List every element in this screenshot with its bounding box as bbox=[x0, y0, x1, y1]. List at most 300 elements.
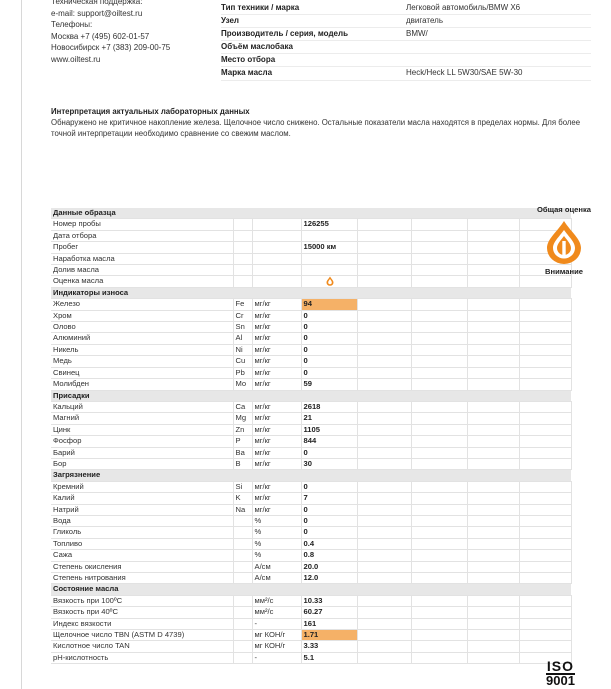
history-cell bbox=[467, 299, 519, 310]
param-value: 59 bbox=[301, 379, 357, 390]
history-cell bbox=[357, 379, 411, 390]
param-symbol bbox=[233, 265, 252, 276]
table-row bbox=[51, 310, 571, 321]
param-name: Цинк bbox=[51, 424, 233, 435]
contact-block bbox=[51, 0, 170, 66]
param-name: Железо bbox=[51, 299, 233, 310]
history-cell bbox=[357, 641, 411, 652]
param-unit: мг КОН/г bbox=[252, 641, 301, 652]
section-header-row bbox=[51, 390, 571, 401]
param-symbol: Zn bbox=[233, 424, 252, 435]
history-cell bbox=[519, 436, 571, 447]
param-value: 0 bbox=[301, 333, 357, 344]
history-cell bbox=[411, 607, 467, 618]
history-cell bbox=[519, 356, 571, 367]
history-cell bbox=[519, 310, 571, 321]
history-cell bbox=[357, 447, 411, 458]
history-cell bbox=[411, 413, 467, 424]
history-cell bbox=[357, 230, 411, 241]
param-name: Свинец bbox=[51, 367, 233, 378]
history-cell bbox=[467, 436, 519, 447]
param-value: 126255 bbox=[301, 219, 357, 230]
table-row bbox=[51, 607, 571, 618]
param-name: Вода bbox=[51, 515, 233, 526]
interpretation-block bbox=[51, 106, 596, 139]
info-value: двигатель bbox=[406, 16, 443, 26]
param-unit: % bbox=[252, 515, 301, 526]
param-symbol: Mo bbox=[233, 379, 252, 390]
param-name: Гликоль bbox=[51, 527, 233, 538]
history-cell bbox=[519, 344, 571, 355]
phones-label: Телефоны: bbox=[51, 20, 93, 30]
history-cell bbox=[467, 561, 519, 572]
section-title: Данные образца bbox=[51, 208, 571, 219]
history-cell bbox=[411, 447, 467, 458]
info-label: Марка масла bbox=[221, 68, 273, 78]
param-unit: А/см bbox=[252, 573, 301, 584]
history-cell bbox=[357, 356, 411, 367]
history-cell bbox=[411, 527, 467, 538]
phone-moscow: Москва +7 (495) 602-01-57 bbox=[51, 31, 150, 41]
param-name: Калий bbox=[51, 493, 233, 504]
param-unit: мг КОН/г bbox=[252, 630, 301, 641]
param-name: Хром bbox=[51, 310, 233, 321]
param-name: Барий bbox=[51, 447, 233, 458]
param-unit bbox=[252, 230, 301, 241]
history-cell bbox=[357, 481, 411, 492]
param-symbol bbox=[233, 230, 252, 241]
param-symbol bbox=[233, 641, 252, 652]
info-value bbox=[406, 41, 591, 53]
param-symbol: Cu bbox=[233, 356, 252, 367]
history-cell bbox=[357, 515, 411, 526]
param-symbol bbox=[233, 561, 252, 572]
history-cell bbox=[357, 265, 411, 276]
table-row bbox=[51, 276, 571, 287]
table-row bbox=[51, 356, 571, 367]
table-row bbox=[51, 401, 571, 412]
history-cell bbox=[519, 607, 571, 618]
history-cell bbox=[411, 344, 467, 355]
param-name: Магний bbox=[51, 413, 233, 424]
param-symbol: Ni bbox=[233, 344, 252, 355]
history-cell bbox=[519, 299, 571, 310]
website-link[interactable]: www.oiltest.ru bbox=[51, 54, 101, 64]
history-cell bbox=[411, 265, 467, 276]
param-value: 20.0 bbox=[301, 561, 357, 572]
history-cell bbox=[357, 219, 411, 230]
param-name: Степень окисления bbox=[51, 561, 233, 572]
info-label: Производитель / серия, модель bbox=[221, 29, 348, 39]
param-symbol: Si bbox=[233, 481, 252, 492]
info-row bbox=[221, 41, 591, 54]
history-cell bbox=[357, 299, 411, 310]
table-row bbox=[51, 344, 571, 355]
history-cell bbox=[411, 276, 467, 287]
param-symbol: Al bbox=[233, 333, 252, 344]
history-cell bbox=[357, 550, 411, 561]
history-cell bbox=[411, 493, 467, 504]
overall-assessment bbox=[530, 205, 598, 276]
history-cell bbox=[411, 424, 467, 435]
param-symbol: Na bbox=[233, 504, 252, 515]
iso-9001-logo bbox=[546, 660, 575, 687]
param-value: 0 bbox=[301, 356, 357, 367]
history-cell bbox=[411, 458, 467, 469]
table-row bbox=[51, 652, 571, 663]
support-email[interactable]: e-mail: support@oiltest.ru bbox=[51, 8, 143, 18]
section-title: Состояние масла bbox=[51, 584, 571, 595]
history-cell bbox=[467, 356, 519, 367]
param-symbol bbox=[233, 219, 252, 230]
param-value: 0 bbox=[301, 527, 357, 538]
info-label: Узел bbox=[221, 16, 239, 26]
param-value: 30 bbox=[301, 458, 357, 469]
param-name: Номер пробы bbox=[51, 219, 233, 230]
param-name: Бор bbox=[51, 458, 233, 469]
history-cell bbox=[357, 322, 411, 333]
param-symbol bbox=[233, 276, 252, 287]
table-row bbox=[51, 447, 571, 458]
history-cell bbox=[519, 561, 571, 572]
phone-novosibirsk: Новосибирск +7 (383) 209-00-75 bbox=[51, 43, 171, 53]
info-label: Тип техники / марка bbox=[221, 3, 300, 12]
history-cell bbox=[467, 310, 519, 321]
table-row bbox=[51, 630, 571, 641]
history-cell bbox=[411, 573, 467, 584]
history-cell bbox=[357, 561, 411, 572]
param-unit: мг/кг bbox=[252, 322, 301, 333]
history-cell bbox=[467, 230, 519, 241]
param-value: 94 bbox=[301, 299, 357, 310]
history-cell bbox=[467, 550, 519, 561]
history-cell bbox=[357, 367, 411, 378]
param-symbol bbox=[233, 253, 252, 264]
param-unit: мг/кг bbox=[252, 481, 301, 492]
param-value: 0 bbox=[301, 447, 357, 458]
history-cell bbox=[411, 299, 467, 310]
history-cell bbox=[357, 424, 411, 435]
param-name: Алюминий bbox=[51, 333, 233, 344]
table-row bbox=[51, 595, 571, 606]
history-cell bbox=[357, 458, 411, 469]
table-row bbox=[51, 515, 571, 526]
history-cell bbox=[411, 630, 467, 641]
param-symbol bbox=[233, 573, 252, 584]
history-cell bbox=[467, 641, 519, 652]
history-cell bbox=[411, 504, 467, 515]
history-cell bbox=[357, 652, 411, 663]
history-cell bbox=[357, 310, 411, 321]
param-name: Молибден bbox=[51, 379, 233, 390]
history-cell bbox=[357, 333, 411, 344]
history-cell bbox=[411, 515, 467, 526]
table-row bbox=[51, 641, 571, 652]
history-cell bbox=[411, 618, 467, 629]
history-cell bbox=[467, 242, 519, 253]
table-row bbox=[51, 481, 571, 492]
history-cell bbox=[467, 630, 519, 641]
history-cell bbox=[357, 401, 411, 412]
param-unit: А/см bbox=[252, 561, 301, 572]
history-cell bbox=[411, 436, 467, 447]
history-cell bbox=[411, 230, 467, 241]
param-value: 60.27 bbox=[301, 607, 357, 618]
info-value: Heck/Heck LL 5W30/SAE 5W-30 bbox=[406, 68, 523, 78]
param-symbol: Ca bbox=[233, 401, 252, 412]
param-name: Пробег bbox=[51, 242, 233, 253]
param-value: 5.1 bbox=[301, 652, 357, 663]
param-unit: % bbox=[252, 527, 301, 538]
section-header-row bbox=[51, 208, 571, 219]
history-cell bbox=[411, 310, 467, 321]
info-row bbox=[221, 15, 591, 28]
param-unit: мг/кг bbox=[252, 333, 301, 344]
table-row bbox=[51, 550, 571, 561]
history-cell bbox=[411, 595, 467, 606]
param-unit bbox=[252, 242, 301, 253]
param-value: 21 bbox=[301, 413, 357, 424]
history-cell bbox=[519, 630, 571, 641]
param-unit: мг/кг bbox=[252, 504, 301, 515]
table-row bbox=[51, 379, 571, 390]
history-cell bbox=[519, 550, 571, 561]
history-cell bbox=[411, 401, 467, 412]
param-symbol bbox=[233, 595, 252, 606]
param-unit: мг/кг bbox=[252, 356, 301, 367]
history-cell bbox=[467, 219, 519, 230]
param-unit: мг/кг bbox=[252, 401, 301, 412]
param-name: Топливо bbox=[51, 538, 233, 549]
history-cell bbox=[519, 447, 571, 458]
param-value: 0 bbox=[301, 344, 357, 355]
param-value bbox=[301, 230, 357, 241]
history-cell bbox=[411, 253, 467, 264]
param-name: Наработка масла bbox=[51, 253, 233, 264]
section-header-row bbox=[51, 584, 571, 595]
history-cell bbox=[519, 504, 571, 515]
param-name: Фосфор bbox=[51, 436, 233, 447]
param-symbol: P bbox=[233, 436, 252, 447]
param-value: 10.33 bbox=[301, 595, 357, 606]
overall-status: Внимание bbox=[545, 267, 583, 276]
history-cell bbox=[519, 493, 571, 504]
history-cell bbox=[357, 493, 411, 504]
param-value: 0 bbox=[301, 322, 357, 333]
equipment-info bbox=[221, 2, 591, 81]
history-cell bbox=[411, 538, 467, 549]
history-cell bbox=[357, 538, 411, 549]
param-name: Кислотное число TAN bbox=[51, 641, 233, 652]
param-name: Кальций bbox=[51, 401, 233, 412]
history-cell bbox=[411, 367, 467, 378]
history-cell bbox=[467, 424, 519, 435]
param-unit: мг/кг bbox=[252, 344, 301, 355]
param-unit: % bbox=[252, 550, 301, 561]
section-title: Индикаторы износа bbox=[51, 287, 571, 298]
history-cell bbox=[519, 401, 571, 412]
history-cell bbox=[467, 344, 519, 355]
param-unit: мг/кг bbox=[252, 447, 301, 458]
param-value: 1.71 bbox=[301, 630, 357, 641]
param-unit: мг/кг bbox=[252, 436, 301, 447]
history-cell bbox=[411, 550, 467, 561]
history-cell bbox=[357, 242, 411, 253]
section-title: Присадки bbox=[51, 390, 571, 401]
param-symbol: K bbox=[233, 493, 252, 504]
info-label: Объём маслобака bbox=[221, 42, 293, 52]
history-cell bbox=[357, 344, 411, 355]
history-cell bbox=[467, 379, 519, 390]
param-name: Оценка масла bbox=[51, 276, 233, 287]
history-cell bbox=[357, 253, 411, 264]
history-cell bbox=[519, 276, 571, 287]
history-cell bbox=[467, 607, 519, 618]
param-name: Никель bbox=[51, 344, 233, 355]
table-row bbox=[51, 367, 571, 378]
table-row bbox=[51, 333, 571, 344]
param-symbol bbox=[233, 652, 252, 663]
param-symbol: Ba bbox=[233, 447, 252, 458]
param-name: Кремний bbox=[51, 481, 233, 492]
param-symbol: Sn bbox=[233, 322, 252, 333]
param-value: 15000 км bbox=[301, 242, 357, 253]
param-unit: мг/кг bbox=[252, 299, 301, 310]
param-value: 161 bbox=[301, 618, 357, 629]
param-name: Долив масла bbox=[51, 265, 233, 276]
param-symbol bbox=[233, 242, 252, 253]
history-cell bbox=[411, 652, 467, 663]
history-cell bbox=[519, 538, 571, 549]
iso-text: ISO bbox=[546, 658, 575, 674]
history-cell bbox=[519, 515, 571, 526]
history-cell bbox=[357, 618, 411, 629]
interpretation-heading: Интерпретация актуальных лабораторных данных bbox=[51, 107, 250, 116]
history-cell bbox=[357, 607, 411, 618]
history-cell bbox=[519, 424, 571, 435]
param-value: 12.0 bbox=[301, 573, 357, 584]
param-symbol bbox=[233, 550, 252, 561]
history-cell bbox=[467, 413, 519, 424]
table-row bbox=[51, 436, 571, 447]
history-cell bbox=[467, 493, 519, 504]
param-name: Натрий bbox=[51, 504, 233, 515]
history-cell bbox=[411, 333, 467, 344]
history-cell bbox=[411, 561, 467, 572]
history-cell bbox=[467, 618, 519, 629]
history-cell bbox=[467, 595, 519, 606]
param-unit: мг/кг bbox=[252, 424, 301, 435]
history-cell bbox=[467, 538, 519, 549]
results-table bbox=[51, 208, 572, 664]
history-cell bbox=[467, 481, 519, 492]
param-unit bbox=[252, 219, 301, 230]
param-value: 0 bbox=[301, 310, 357, 321]
history-cell bbox=[519, 527, 571, 538]
param-name: pH-кислотность bbox=[51, 652, 233, 663]
support-label: Техническая поддержка: bbox=[51, 0, 143, 6]
history-cell bbox=[519, 322, 571, 333]
info-row bbox=[221, 54, 591, 67]
table-row bbox=[51, 413, 571, 424]
history-cell bbox=[467, 504, 519, 515]
history-cell bbox=[357, 630, 411, 641]
param-name: Дата отбора bbox=[51, 230, 233, 241]
iso-number: 9001 bbox=[546, 673, 575, 688]
param-value: 844 bbox=[301, 436, 357, 447]
history-cell bbox=[411, 356, 467, 367]
history-cell bbox=[357, 413, 411, 424]
history-cell bbox=[519, 481, 571, 492]
param-unit: мг/кг bbox=[252, 413, 301, 424]
param-symbol bbox=[233, 527, 252, 538]
param-symbol: Pb bbox=[233, 367, 252, 378]
history-cell bbox=[467, 515, 519, 526]
param-unit: % bbox=[252, 538, 301, 549]
section-header-row bbox=[51, 470, 571, 481]
param-value: 2618 bbox=[301, 401, 357, 412]
param-unit: мг/кг bbox=[252, 367, 301, 378]
param-unit: - bbox=[252, 652, 301, 663]
param-name: Степень нитрования bbox=[51, 573, 233, 584]
param-value: 0 bbox=[301, 367, 357, 378]
history-cell bbox=[357, 595, 411, 606]
table-row bbox=[51, 504, 571, 515]
table-row bbox=[51, 618, 571, 629]
param-name: Вязкость при 100ºС bbox=[51, 595, 233, 606]
table-row bbox=[51, 322, 571, 333]
param-name: Вязкость при 40ºС bbox=[51, 607, 233, 618]
param-value: 1105 bbox=[301, 424, 357, 435]
param-unit: мм²/с bbox=[252, 595, 301, 606]
param-symbol: Mg bbox=[233, 413, 252, 424]
history-cell bbox=[357, 527, 411, 538]
section-title: Загрязнение bbox=[51, 470, 571, 481]
param-unit: мг/кг bbox=[252, 310, 301, 321]
history-cell bbox=[519, 379, 571, 390]
param-symbol: Cr bbox=[233, 310, 252, 321]
param-unit bbox=[252, 253, 301, 264]
param-value: 7 bbox=[301, 493, 357, 504]
history-cell bbox=[357, 436, 411, 447]
param-name: Индекс вязкости bbox=[51, 618, 233, 629]
param-value: 0 bbox=[301, 481, 357, 492]
param-name: Медь bbox=[51, 356, 233, 367]
history-cell bbox=[519, 618, 571, 629]
param-symbol bbox=[233, 618, 252, 629]
param-value bbox=[301, 253, 357, 264]
oil-drop-warning-icon bbox=[544, 219, 584, 265]
table-row bbox=[51, 299, 571, 310]
history-cell bbox=[411, 242, 467, 253]
overall-title: Общая оценка bbox=[536, 205, 591, 214]
table-row bbox=[51, 527, 571, 538]
param-unit: мг/кг bbox=[252, 493, 301, 504]
history-cell bbox=[467, 276, 519, 287]
param-value: 0 bbox=[301, 515, 357, 526]
history-cell bbox=[467, 265, 519, 276]
table-row bbox=[51, 493, 571, 504]
info-label: Место отбора bbox=[221, 55, 276, 65]
interpretation-text: Обнаружено не критичное накопление железа. Щелочное число снижено. Остальные показатели масла находятся в пределах нормы. Для более точной интерпретации необходимо сравнение со свежим маслом. bbox=[51, 118, 581, 138]
history-cell bbox=[411, 379, 467, 390]
history-cell bbox=[467, 458, 519, 469]
param-symbol: Fe bbox=[233, 299, 252, 310]
history-cell bbox=[467, 573, 519, 584]
param-unit: мг/кг bbox=[252, 379, 301, 390]
param-symbol bbox=[233, 607, 252, 618]
history-cell bbox=[467, 253, 519, 264]
